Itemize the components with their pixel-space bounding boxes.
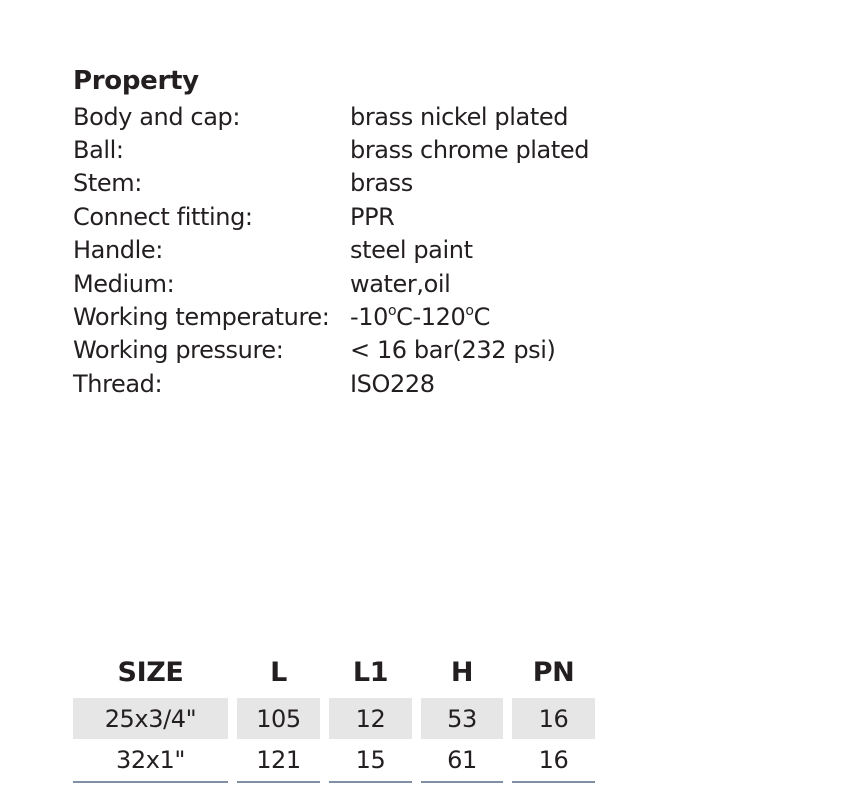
header-l: L <box>270 656 287 688</box>
property-row-ball <box>73 133 589 166</box>
cell-l: 105 <box>237 698 320 739</box>
property-key: Body and cap: <box>73 102 241 131</box>
property-value: water,oil <box>350 269 451 298</box>
cell-l1: 12 <box>329 698 412 739</box>
property-value-temperature <box>350 303 490 331</box>
temperature-max: C-120 <box>396 303 466 332</box>
table-row <box>73 739 595 783</box>
header-l1: L1 <box>352 656 389 688</box>
property-value: PPR <box>350 202 395 231</box>
table-row <box>73 698 595 739</box>
cell-pn: 16 <box>512 698 595 739</box>
cell-size: 32x1" <box>73 739 228 783</box>
property-value: brass nickel plated <box>350 102 569 131</box>
cell-h: 61 <box>421 739 503 783</box>
property-key: Working pressure: <box>73 336 284 365</box>
property-key: Stem: <box>73 169 142 198</box>
property-key: Working temperature: <box>73 303 330 332</box>
cell-l1: 15 <box>329 739 412 783</box>
property-value: steel paint <box>350 236 473 265</box>
property-row-handle <box>73 234 589 267</box>
cell-size: 25x3/4" <box>73 698 228 739</box>
property-row-body-and-cap <box>73 100 589 133</box>
property-key: Medium: <box>73 269 175 298</box>
cell-pn: 16 <box>512 739 595 783</box>
property-key: Ball: <box>73 136 124 165</box>
cell-l: 121 <box>237 739 320 783</box>
property-key: Thread: <box>73 369 163 398</box>
property-key: Handle: <box>73 236 163 265</box>
property-row-working-temperature <box>73 300 589 333</box>
temperature-min: -10 <box>350 303 388 332</box>
property-value: ISO228 <box>350 369 435 398</box>
property-key: Connect fitting: <box>73 202 253 231</box>
header-h: H <box>450 656 474 688</box>
property-row-stem <box>73 167 589 200</box>
property-row-connect-fitting <box>73 200 589 233</box>
property-title: Property <box>73 66 199 96</box>
property-value: < 16 bar(232 psi) <box>350 336 556 365</box>
property-row-working-pressure <box>73 334 589 367</box>
property-row-medium <box>73 267 589 300</box>
degree-mark: o <box>465 303 474 320</box>
table-header-row <box>73 650 595 698</box>
header-size: SIZE <box>117 656 184 688</box>
property-section <box>73 62 589 401</box>
degree-mark: o <box>388 303 397 320</box>
property-row-thread <box>73 367 589 400</box>
property-value: brass <box>350 169 413 198</box>
size-table <box>64 650 604 783</box>
cell-h: 53 <box>421 698 503 739</box>
header-pn: PN <box>532 656 575 688</box>
property-value: brass chrome plated <box>350 136 590 165</box>
temperature-unit: C <box>473 303 490 332</box>
